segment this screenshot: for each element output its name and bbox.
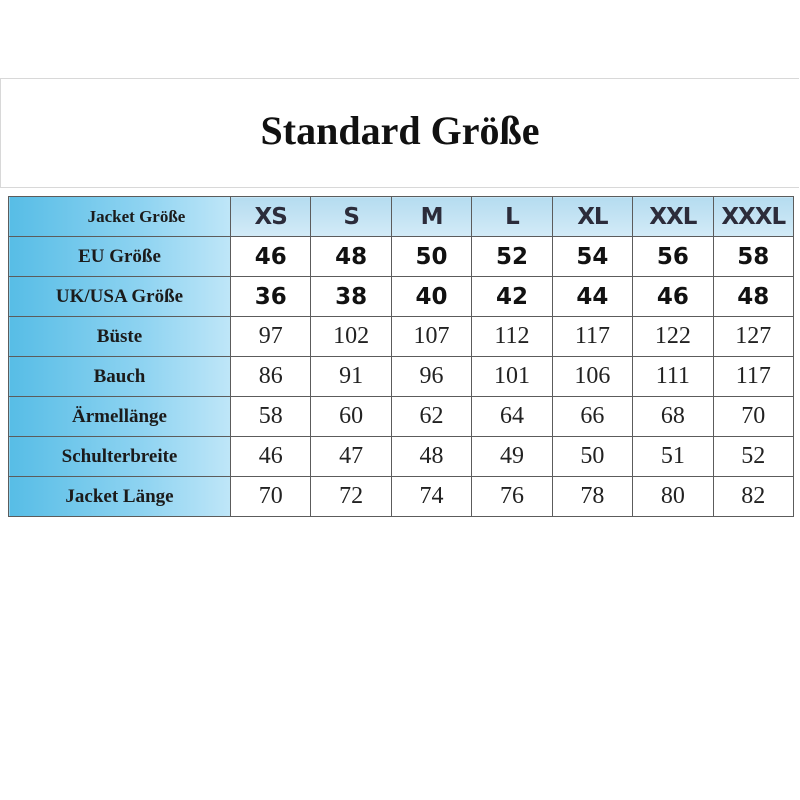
table-cell: 107: [391, 317, 471, 357]
table-cell: 58: [231, 397, 311, 437]
table-cell: 60: [311, 397, 391, 437]
table-cell: 70: [231, 477, 311, 517]
table-row: [9, 357, 794, 397]
table-cell: 127: [713, 317, 793, 357]
table-cell: 74: [391, 477, 471, 517]
table-cell: 44: [552, 277, 632, 317]
table-cell: 47: [311, 437, 391, 477]
table-cell: 72: [311, 477, 391, 517]
table-row: [9, 277, 794, 317]
table-header-row: [9, 197, 794, 237]
table-cell: 122: [633, 317, 713, 357]
row-label: EU Größe: [9, 237, 231, 277]
size-header-cell: L: [472, 197, 552, 237]
table-row: [9, 397, 794, 437]
table-cell: 49: [472, 437, 552, 477]
table-row: [9, 437, 794, 477]
table-cell: 62: [391, 397, 471, 437]
size-header-cell: XS: [231, 197, 311, 237]
table-cell: 52: [713, 437, 793, 477]
table-cell: 80: [633, 477, 713, 517]
table-cell: 111: [633, 357, 713, 397]
header-label: Jacket Größe: [9, 197, 231, 237]
size-header-cell: XL: [552, 197, 632, 237]
table-cell: 48: [391, 437, 471, 477]
table-cell: 68: [633, 397, 713, 437]
table-cell: 56: [633, 237, 713, 277]
table-row: [9, 477, 794, 517]
table-row: [9, 317, 794, 357]
size-header-cell: XXXL: [713, 197, 793, 237]
table-cell: 82: [713, 477, 793, 517]
table-cell: 48: [311, 237, 391, 277]
table-cell: 46: [231, 237, 311, 277]
table-cell: 58: [713, 237, 793, 277]
table-cell: 52: [472, 237, 552, 277]
table-cell: 50: [391, 237, 471, 277]
table-cell: 40: [391, 277, 471, 317]
table-cell: 36: [231, 277, 311, 317]
table-cell: 101: [472, 357, 552, 397]
size-header-cell: XXL: [633, 197, 713, 237]
table-cell: 54: [552, 237, 632, 277]
table-cell: 117: [713, 357, 793, 397]
table-cell: 64: [472, 397, 552, 437]
table-cell: 86: [231, 357, 311, 397]
table-cell: 96: [391, 357, 471, 397]
table-cell: 46: [633, 277, 713, 317]
size-header-cell: S: [311, 197, 391, 237]
table-cell: 70: [713, 397, 793, 437]
table-cell: 78: [552, 477, 632, 517]
title-box: [0, 78, 799, 188]
page-title: Standard Größe: [260, 108, 540, 153]
table-cell: 106: [552, 357, 632, 397]
table-cell: 38: [311, 277, 391, 317]
row-label: Büste: [9, 317, 231, 357]
table-cell: 102: [311, 317, 391, 357]
table-cell: 76: [472, 477, 552, 517]
table-row: [9, 237, 794, 277]
table-cell: 91: [311, 357, 391, 397]
table-cell: 51: [633, 437, 713, 477]
row-label: Jacket Länge: [9, 477, 231, 517]
size-chart-table: [8, 196, 794, 517]
row-label: UK/USA Größe: [9, 277, 231, 317]
row-label: Ärmellänge: [9, 397, 231, 437]
table-cell: 50: [552, 437, 632, 477]
table-cell: 42: [472, 277, 552, 317]
row-label: Schulterbreite: [9, 437, 231, 477]
row-label: Bauch: [9, 357, 231, 397]
table-cell: 117: [552, 317, 632, 357]
table-cell: 97: [231, 317, 311, 357]
table-cell: 112: [472, 317, 552, 357]
table-cell: 48: [713, 277, 793, 317]
size-header-cell: M: [391, 197, 471, 237]
table-cell: 46: [231, 437, 311, 477]
table-cell: 66: [552, 397, 632, 437]
